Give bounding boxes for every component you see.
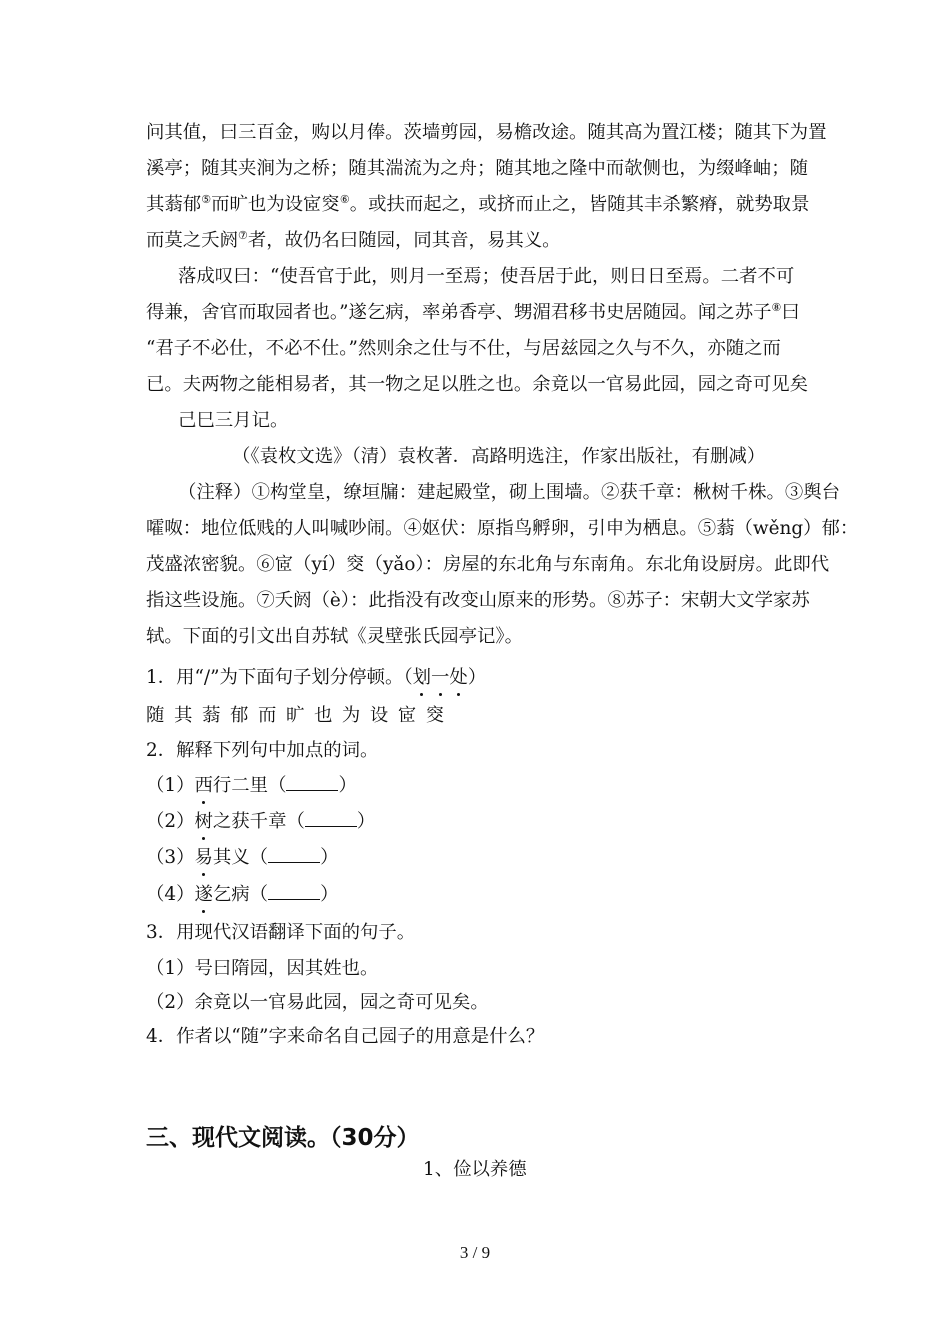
passage-text: 曰 [781,302,800,323]
item-number: （3） [146,847,195,868]
item-text: 其义（ [212,847,269,868]
question-3: 3．用现代汉语翻译下面的句子。 [146,922,416,943]
passage-line-7: “君子不必仕，不必不仕。”然则余之仕与不仕，与居兹园之久与不久，亦随之而 [146,338,781,359]
passage-text: 而莫之夭阏 [146,230,238,251]
item-text: 行二里（ [212,775,287,796]
page-number: 3 / 9 [459,1243,491,1262]
item-number: （1） [146,775,195,796]
question-1-sentence: 随其蓊郁而旷也为设宧窔 [146,705,454,726]
notes-line-4: 指这些设施。⑦夭阏（è）：此指没有改变山原来的形势。⑧苏子：宋朝大文学家苏 [146,590,810,611]
question-4: 4．作者以“随”字来命名自己园子的用意是什么？ [146,1026,545,1047]
passage-text: 其蓊郁 [146,194,202,215]
dotted-char: 西 [194,775,213,796]
notes-line-2: 嚯呶：地位低贱的人叫喊吵闹。④妪伏：原指鸟孵卵，引申为栖息。⑤蓊（wěng）郁： [146,518,859,539]
answer-blank[interactable] [268,848,320,863]
passage-text: 得兼，舍官而取园者也。”遂乞病，率弟香亭、甥湄君移书史居随园。闻之苏子 [146,302,772,323]
item-text: 之获千章（ [212,811,305,832]
item-text: ） [320,847,339,868]
passage-text: 者，故仍名曰随园，同其音，易其义。 [247,230,561,251]
item-text: ） [320,884,339,905]
footnote-ref-7: ⑦ [237,229,248,242]
passage-date: 己巳三月记。 [178,410,289,431]
notes-line-5: 轼。下面的引文出自苏轼《灵壁张氏园亭记》。 [146,626,524,647]
footnote-ref-5: ⑤ [201,193,212,206]
answer-blank[interactable] [268,885,320,900]
question-text: ） [467,667,487,688]
passage-line-1: 问其值，曰三百金，购以月俸。茨墙剪园，易檐改途。随其高为置江楼；随其下为置 [146,122,827,143]
item-number: （4） [146,884,195,905]
dotted-char: 划 [412,667,431,688]
question-2: 2．解释下列句中加点的词。 [146,740,379,761]
item-number: （2） [146,811,195,832]
answer-blank[interactable] [305,812,357,827]
passage-line-8: 已。夫两物之能相易者，其一物之足以胜之也。余竟以一官易此园，园之奇可见矣 [146,374,809,395]
passage-text: 。或扶而起之，或挤而止之，皆随其丰杀繁瘠，就势取景 [349,194,810,215]
dotted-char: 一 [431,667,450,688]
dotted-char: 树 [194,811,213,832]
passage-source: （《袁枚文选》（清）袁枚著．高路明选注，作家出版社，有删减） [232,446,766,467]
dotted-char: 处 [449,667,468,688]
section-heading: 三、现代文阅读。（30分） [146,1125,420,1151]
footnote-ref-6: ⑥ [339,193,350,206]
item-text: ） [356,811,376,832]
question-text: 1．用“/”为下面句子划分停顿。（ [146,667,413,688]
question-2-item-3 [146,847,338,869]
notes-line-3: 茂盛浓密貌。⑥宧（yí）窔（yǎo）：房屋的东北角与东南角。东北角设厨房。此即代 [146,554,830,575]
section-subtitle: 1、俭以养德 [423,1159,527,1180]
question-3-item-1: （1）号曰隋园，因其姓也。 [146,958,379,979]
question-3-item-2: （2）余竟以一官易此园，园之奇可见矣。 [146,992,489,1013]
dotted-char: 遂 [194,884,213,905]
passage-line-5: 落成叹曰：“使吾官于此，则月一至焉；使吾居于此，则日日至焉。二者不可 [178,266,795,287]
question-2-item-4 [146,884,338,906]
question-1 [146,667,486,689]
item-text: ） [338,775,357,796]
footnote-ref-8: ⑧ [771,301,782,314]
passage-text: 而旷也为设宧窔 [211,194,340,215]
notes-line-1: （注释）①构堂皇，缭垣牖：建起殿堂，砌上围墙。②获千章：楸树千株。③舆台 [178,482,841,503]
question-2-item-2 [146,811,375,833]
passage-line-2: 溪亭；随其夹涧为之桥；随其湍流为之舟；随其地之隆中而欹侧也，为缀峰岫；随 [146,158,809,179]
item-text: 乞病（ [212,884,269,905]
passage-line-3 [146,194,809,216]
answer-blank[interactable] [286,776,338,791]
question-2-item-1 [146,775,357,797]
passage-line-6 [146,302,800,324]
passage-line-4 [146,230,561,252]
dotted-char: 易 [194,847,213,868]
